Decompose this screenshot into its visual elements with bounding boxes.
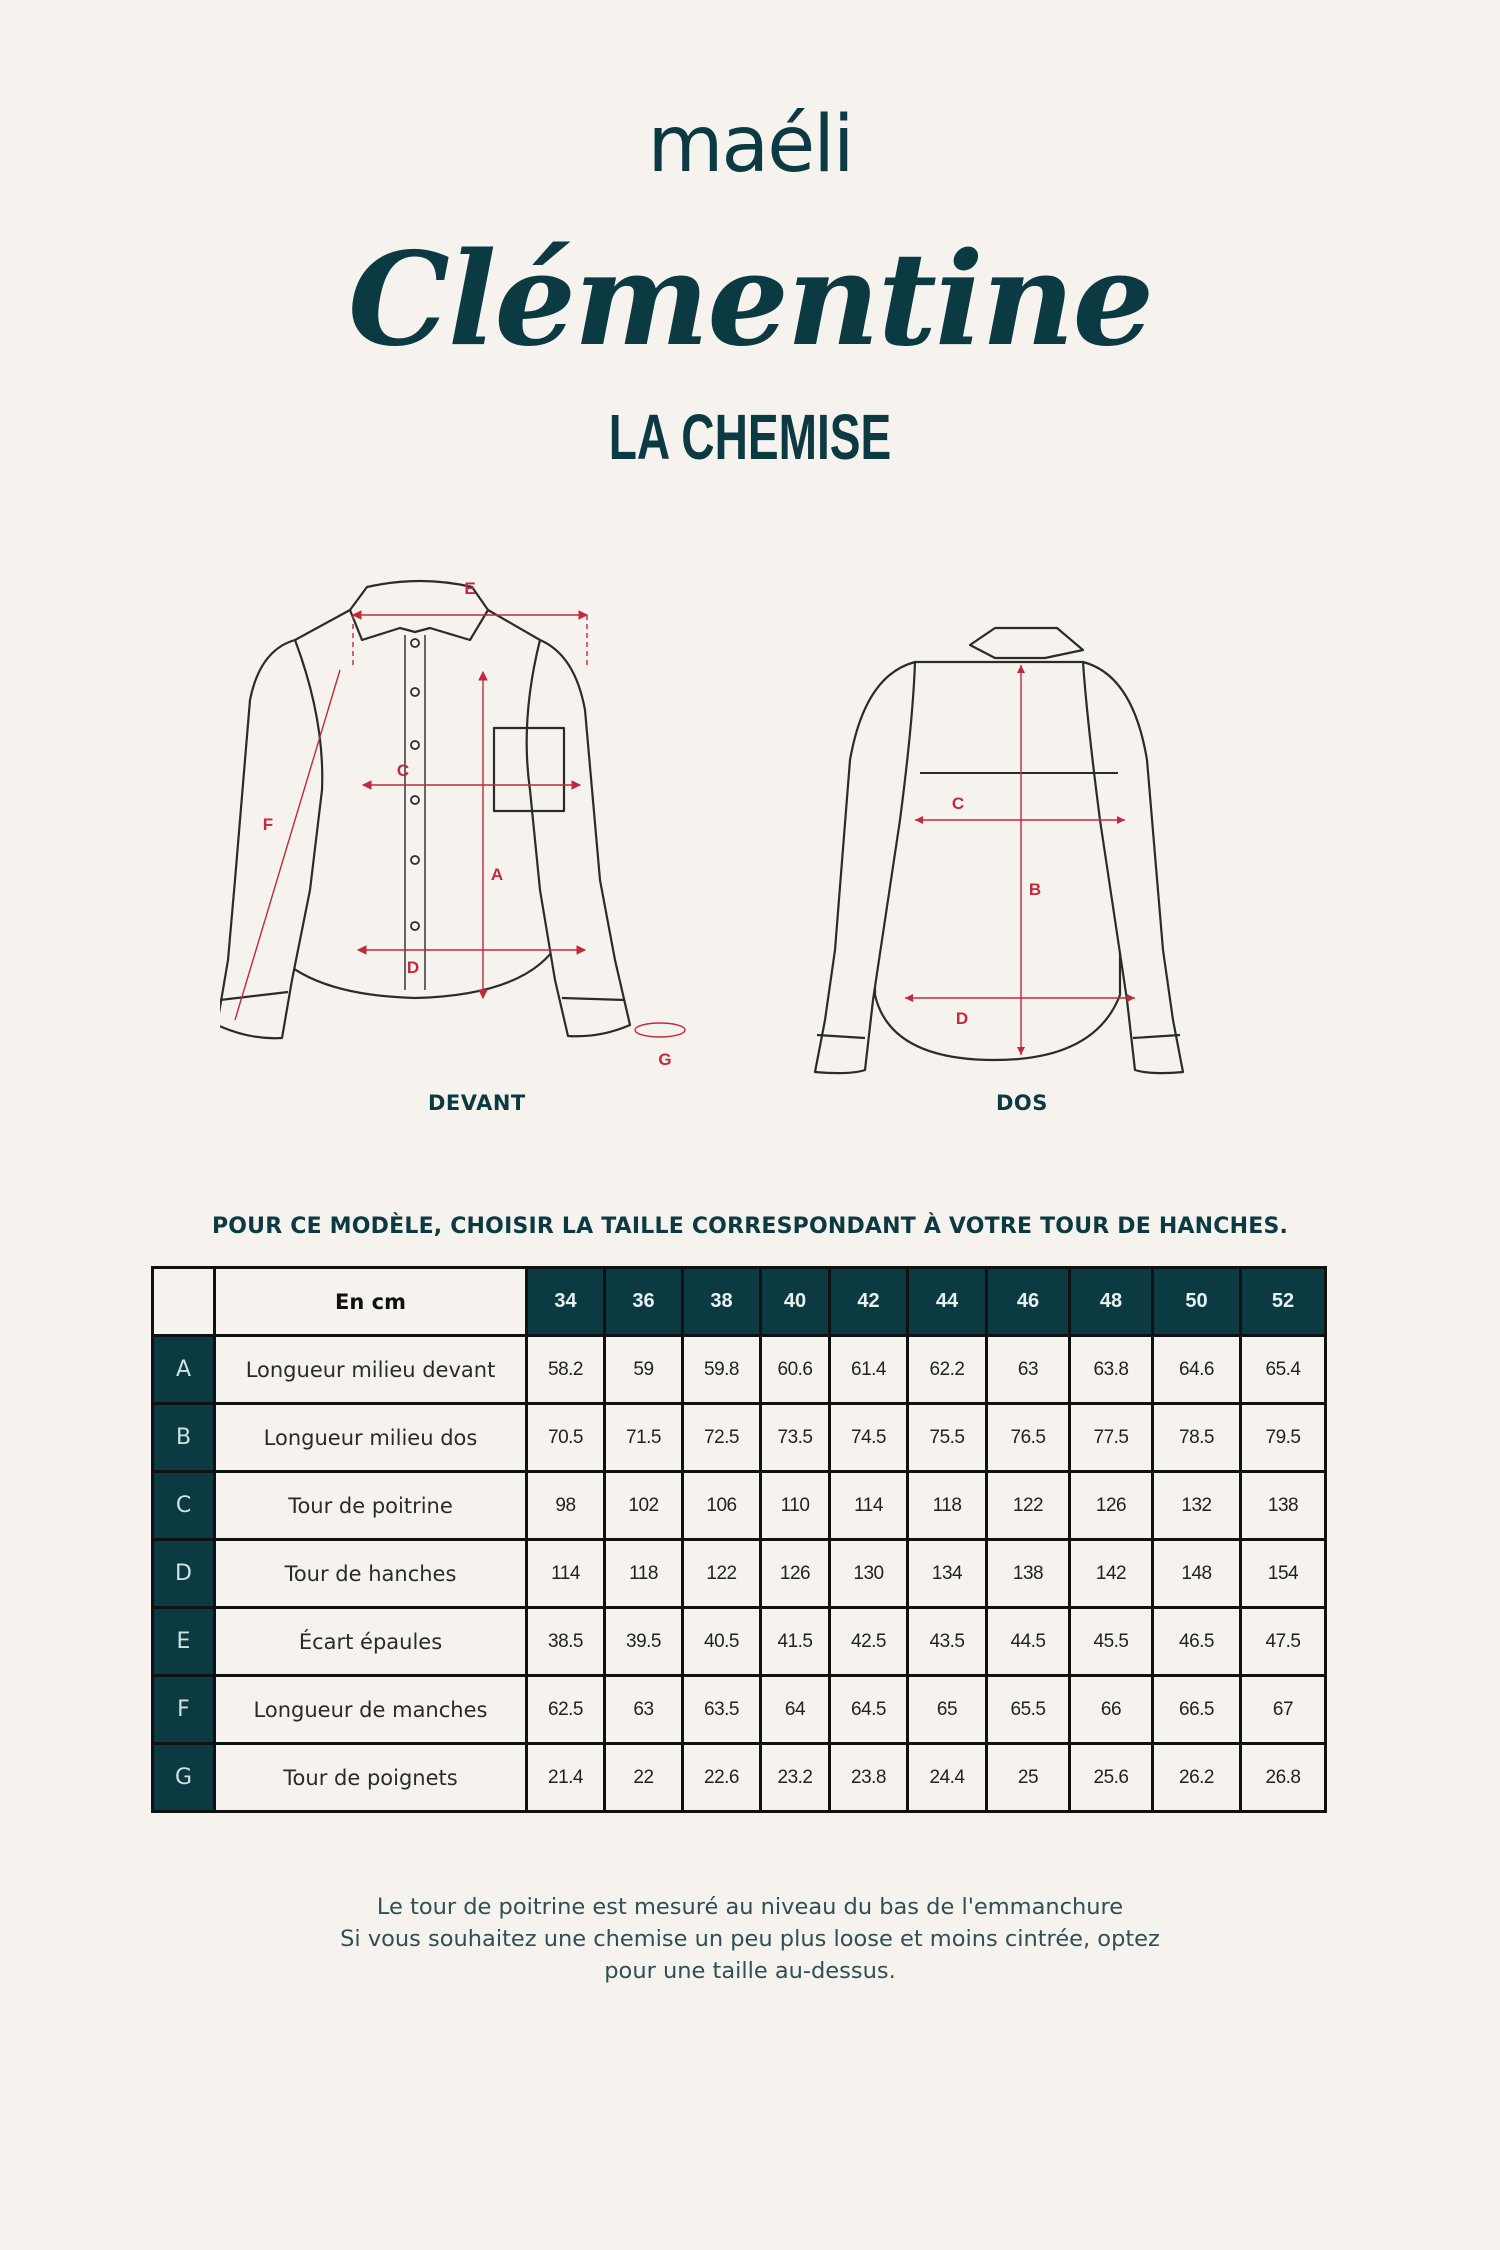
marker-B: B	[1028, 880, 1042, 899]
measure-value: 25	[987, 1744, 1070, 1812]
measure-value: 118	[605, 1540, 683, 1608]
measure-label: Longueur milieu dos	[215, 1404, 527, 1472]
corner-cell	[153, 1268, 215, 1336]
measure-value: 59	[605, 1336, 683, 1404]
measure-value: 63.5	[683, 1676, 761, 1744]
marker-G: G	[658, 1050, 672, 1069]
back-label: DOS	[996, 1091, 1048, 1115]
table-header-row	[153, 1268, 1326, 1336]
size-header: 50	[1153, 1268, 1241, 1336]
footnote-line: pour une taille au-dessus.	[604, 1958, 896, 1984]
measure-letter: B	[153, 1404, 215, 1472]
measure-value: 43.5	[908, 1608, 987, 1676]
measure-label: Longueur milieu devant	[215, 1336, 527, 1404]
measure-value: 39.5	[605, 1608, 683, 1676]
measure-label: Tour de hanches	[215, 1540, 527, 1608]
size-instruction: POUR CE MODÈLE, CHOISIR LA TAILLE CORRESPONDANT À VOTRE TOUR DE HANCHES.	[211, 1214, 1289, 1239]
measure-value: 63	[605, 1676, 683, 1744]
measure-value: 154	[1241, 1540, 1326, 1608]
measure-value: 41.5	[761, 1608, 830, 1676]
table-row	[153, 1608, 1326, 1676]
measure-value: 130	[830, 1540, 908, 1608]
measure-value: 66	[1070, 1676, 1153, 1744]
measure-value: 67	[1241, 1676, 1326, 1744]
size-header: 52	[1241, 1268, 1326, 1336]
size-header: 42	[830, 1268, 908, 1336]
measure-value: 106	[683, 1472, 761, 1540]
measure-value: 79.5	[1241, 1404, 1326, 1472]
footnote-line: Si vous souhaitez une chemise un peu plus loose et moins cintrée, optez	[340, 1926, 1160, 1952]
measure-value: 122	[683, 1540, 761, 1608]
marker-D: D	[955, 1009, 969, 1028]
measure-value: 74.5	[830, 1404, 908, 1472]
measure-value: 42.5	[830, 1608, 908, 1676]
marker-F: F	[262, 815, 274, 834]
measure-value: 44.5	[987, 1608, 1070, 1676]
unit-header: En cm	[215, 1268, 527, 1336]
measure-value: 63	[987, 1336, 1070, 1404]
size-header: 38	[683, 1268, 761, 1336]
measure-value: 78.5	[1153, 1404, 1241, 1472]
measure-value: 76.5	[987, 1404, 1070, 1472]
measure-value: 22	[605, 1744, 683, 1812]
marker-A: A	[490, 865, 504, 884]
measure-label: Tour de poignets	[215, 1744, 527, 1812]
size-header: 34	[527, 1268, 605, 1336]
measure-value: 24.4	[908, 1744, 987, 1812]
measure-value: 21.4	[527, 1744, 605, 1812]
front-label: DEVANT	[428, 1091, 526, 1115]
measure-letter: F	[153, 1676, 215, 1744]
measure-value: 114	[527, 1540, 605, 1608]
measure-value: 58.2	[527, 1336, 605, 1404]
measure-value: 40.5	[683, 1608, 761, 1676]
marker-D: D	[406, 958, 420, 977]
measure-value: 138	[1241, 1472, 1326, 1540]
measure-value: 64.6	[1153, 1336, 1241, 1404]
measure-value: 110	[761, 1472, 830, 1540]
measure-value: 46.5	[1153, 1608, 1241, 1676]
measure-value: 126	[761, 1540, 830, 1608]
measure-letter: D	[153, 1540, 215, 1608]
measure-value: 122	[987, 1472, 1070, 1540]
measure-value: 38.5	[527, 1608, 605, 1676]
measure-letter: E	[153, 1608, 215, 1676]
size-header: 48	[1070, 1268, 1153, 1336]
measure-value: 47.5	[1241, 1608, 1326, 1676]
product-subtitle: LA CHEMISE	[608, 401, 892, 473]
measure-value: 142	[1070, 1540, 1153, 1608]
shirt-back-diagram	[795, 620, 1255, 1080]
table-row	[153, 1404, 1326, 1472]
measure-letter: C	[153, 1472, 215, 1540]
product-title: Clémentine	[347, 225, 1153, 375]
marker-E: E	[464, 579, 476, 598]
measure-value: 59.8	[683, 1336, 761, 1404]
measure-value: 132	[1153, 1472, 1241, 1540]
measure-value: 65	[908, 1676, 987, 1744]
measure-value: 64.5	[830, 1676, 908, 1744]
measure-label: Tour de poitrine	[215, 1472, 527, 1540]
measure-value: 75.5	[908, 1404, 987, 1472]
measure-value: 138	[987, 1540, 1070, 1608]
measure-value: 63.8	[1070, 1336, 1153, 1404]
measure-label: Écart épaules	[215, 1608, 527, 1676]
brand-logo: maéli	[647, 100, 853, 190]
table-row	[153, 1540, 1326, 1608]
measure-value: 61.4	[830, 1336, 908, 1404]
measure-value: 23.2	[761, 1744, 830, 1812]
table-row	[153, 1336, 1326, 1404]
measure-value: 65.5	[987, 1676, 1070, 1744]
measure-value: 77.5	[1070, 1404, 1153, 1472]
measure-letter: A	[153, 1336, 215, 1404]
size-header: 44	[908, 1268, 987, 1336]
measure-value: 62.2	[908, 1336, 987, 1404]
size-header: 46	[987, 1268, 1070, 1336]
table-row	[153, 1472, 1326, 1540]
measure-value: 71.5	[605, 1404, 683, 1472]
measure-value: 22.6	[683, 1744, 761, 1812]
size-header: 36	[605, 1268, 683, 1336]
measure-value: 26.2	[1153, 1744, 1241, 1812]
measure-value: 134	[908, 1540, 987, 1608]
measure-value: 65.4	[1241, 1336, 1326, 1404]
measure-value: 148	[1153, 1540, 1241, 1608]
measure-value: 25.6	[1070, 1744, 1153, 1812]
measure-value: 73.5	[761, 1404, 830, 1472]
size-header: 40	[761, 1268, 830, 1336]
measure-value: 72.5	[683, 1404, 761, 1472]
measure-value: 98	[527, 1472, 605, 1540]
measure-value: 66.5	[1153, 1676, 1241, 1744]
measure-value: 114	[830, 1472, 908, 1540]
table-row	[153, 1676, 1326, 1744]
measure-value: 70.5	[527, 1404, 605, 1472]
shirt-front-diagram	[220, 560, 720, 1080]
table-row	[153, 1744, 1326, 1812]
size-chart-table	[151, 1266, 1327, 1813]
measure-letter: G	[153, 1744, 215, 1812]
measure-value: 102	[605, 1472, 683, 1540]
marker-C: C	[951, 794, 965, 813]
measure-value: 118	[908, 1472, 987, 1540]
measure-value: 126	[1070, 1472, 1153, 1540]
measure-value: 45.5	[1070, 1608, 1153, 1676]
measure-label: Longueur de manches	[215, 1676, 527, 1744]
measure-value: 26.8	[1241, 1744, 1326, 1812]
measure-value: 64	[761, 1676, 830, 1744]
measure-value: 23.8	[830, 1744, 908, 1812]
footnote-line: Le tour de poitrine est mesuré au niveau du bas de l'emmanchure	[376, 1894, 1124, 1920]
marker-C: C	[396, 761, 410, 780]
footnotes	[0, 1891, 1500, 1987]
measure-value: 62.5	[527, 1676, 605, 1744]
measure-value: 60.6	[761, 1336, 830, 1404]
